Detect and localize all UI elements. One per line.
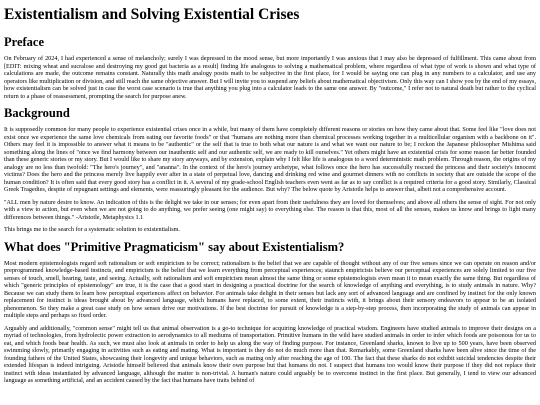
section-heading-background: Background <box>4 106 70 120</box>
background-paragraph-3: This brings me to the search for a systematic solution to existentialism. <box>4 226 180 233</box>
section-heading-pragmatism: What does "Primitive Pragmaticism" say about Existentialism? <box>4 239 345 254</box>
section-background <box>4 106 536 234</box>
background-quote-paragraph: "ALL men by nature desire to know. An indication of this is the delight we take in our senses; for even apart from their usefulness they are loved for themselves; and above all others the sense of sight. For not only with a view to action, but even when we are not going to do anything, we prefer seeing (one might say) to everything else. The reason is that this, most of all the senses, makes us know and brings to light many differences between things." -Aristotle, Metaphysics 1.1 <box>4 198 536 221</box>
pragmatism-paragraph-2: Arguably and additionally, "common sense" might tell us that animal observation is a go-to technique for acquiring knowledge of practical wisdom. Engineers have studied animals to improve their designs on a myriad of technologies, from hydrolectic power extraction to aerodynamics to all mediums of transportation. Primitive humans in the wild have studied animals in order to infer which foods are poisonous for us to eat, and which foods bear health. As such, we must also look at animals in order to help us along the way of finding purpose. For instance, Greenland sharks, known to live up to 500 years, have been observed swimming slowly, primarily engaging in activities such as eating and mating. What is important is they do not do much more than that. Remarkably, some Greenland sharks have been alive since the time of the founding fathers of the United States, showcasing their longevity and unique behaviors, such as mating only after reaching the age of 100. The fact that these sharks do not exhibit suicidal tendencies despite their extended lifespan is indeed intriguing. Aristotle himself believed that animals know their own purpose but that humans do not. I suspect that humans too would know their purpose if they did not replace their instinct with ideas instantiated by advanced language, although the matter is non-trivial. A human's nature could arguably be to overcome instinct in the first place. But generally, I tend to view our advanced language as something artificial, and an accident caused by the fact that humans have traits behind of <box>4 324 536 384</box>
preface-paragraph-1: On February of 2024, I had experienced a sense of melancholy; surely I was depressed in the mood sense, but more importantly I was anxious that I may also be depressed of fulfillment. This came about from [EDIT: mixing wheat and sucralose and destroying my good gut bacteria as a result] finding life analogous to solving a mathematical problem, where regardless of what type of work is shown and what type of calculations are made, the outcome remains constant. Naturally this math analogy posits math to be subjective in the first place, for I would be saying one can plug in any numbers to a calculator, and use any operators like multiplication or division, and still reach the same objective answer. But I will invite you to suspend any beliefs about mathematical objectivism. Only this way can I show you by the end of my essays, how existentialism can be solved just in case the worst case scenario is true that anything you plug into a calculator leads to the same one answer. By "outcome," I refer not to natural death but rather to the cyclical return to a phase of reassessment, prompting the search for purpose anew. <box>4 55 537 100</box>
section-pragmatism <box>4 240 536 385</box>
section-preface <box>4 35 536 100</box>
section-heading-preface: Preface <box>4 35 45 49</box>
background-paragraph-1: It is supposedly common for many people to experience existential crises once in a while, but many of them have completely different reasons or stories on how they came about that. Some feel like "love does not exist once we experience the same love chemicals from eating our favorite foods" or that "humans are nothing more than chemical processes working together in a multicellular organism with a backbone on it". Others may feel it is impossible to answer what it means to be "authentic" or the self that is true to both what our nature is and what we want our nature to be; I reckon the Japanese philosopher Mishima said something along the lines of "once we find harmony between our inauthentic self and our authentic self, we are ready to kill ourselves." Yet others might have an existential crisis for some reason far better founded than these generic stories or my story. But I would like to share my story anyways, and by extension, explain why I felt like life is analogous to a word deterministic math problem. Through reason, the origins of my analogy are no less than twofold: "The hero's journey", and "ananna". In the context of the hero's journey archetype, what follows once the hero has successfully rescued the princess and their society's innocent victims? Does the hero and the princess merely live happily ever after in a state of perpetual love, dancing and drinking red wine and gourmet dinners with no conflicts in society that are outside the scope of the human condition? It is often said that every good story has a conflict in it. A several of my grade-school English teachers even went as far as to say conflict is a required criteria for a good story. Similarly, Classical Greek Tragedies, despite of repugnant settings and elements, were reassuringly pleasant for the audience. But why? The below quote by Aristotle helps to answer that, albeit not a comprehensive account. <box>4 126 536 193</box>
pragmatism-paragraph-1: Most modern epistemologists regard soft rationalism or soft empiricism to be correct; rationalism is the belief that we are capable of thought without any of our five senses since we can operate on reason and/or preprogrammed knowledge-based instincts, and empiricism is the belief that we learn everything from perceptual experiences; staunch empiricists believe our perceptual experiences are solely limited to our five senses of touch, smell, hearing, taste, and seeing. Actually, soft rationalism and soft empiricism mean almost the same thing or some epistemologists even mean it to mean exactly the same thing. But regardless of which "generic principles of epistemology" are true, it is the case that a good start in designing a practical doctrine for the search of knowledge of anything and everything, is to study animals in nature. Why? Because we can study them to learn how perceptual experiences affect on behavior. For animals take delight in their senses but lack any sort of advanced language and are confined by instinct for the only known replacement for instinct is ideas brought about by advanced language, which humans have replaced, to some extent, their instincts with, it brings about their sensory endeavors to appear to be an isolated phenomenon. So they make a great case study on how senses drive our motivations. If the best doctrine for pursuit of knowledge is a step-by-step process, then incorporating the study of animals can appear in multiple steps and perhaps so fixed order. <box>4 259 536 319</box>
page-title: Existentialism and Solving Existential Crises <box>4 6 300 23</box>
